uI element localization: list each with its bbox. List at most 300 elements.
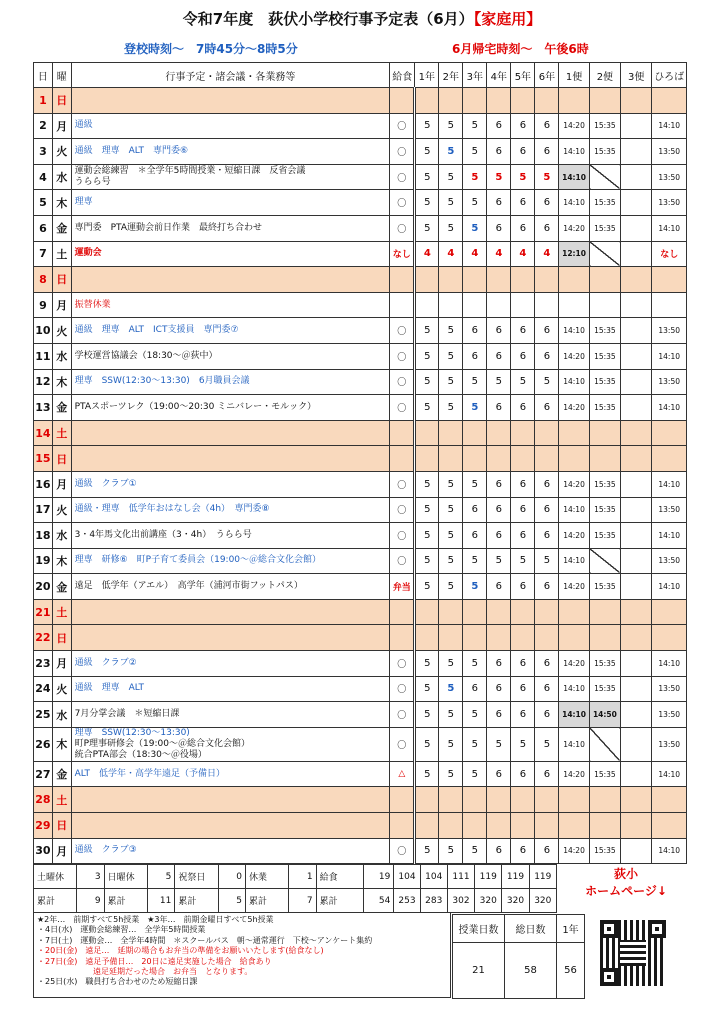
- grade-period-cell: 5: [487, 727, 511, 761]
- event-text: 通級 理専 ALT 専門委⑥: [74, 145, 189, 156]
- grade-period-cell: 5: [415, 369, 439, 395]
- event-cell: [71, 787, 390, 813]
- event-text: 運動会: [74, 248, 102, 259]
- bus1-cell: [559, 446, 589, 472]
- grade-period-cell: [415, 292, 439, 318]
- weekday-cell: 火: [52, 318, 71, 344]
- grade-period-cell: 6: [511, 574, 535, 600]
- grade-period-cell: [487, 813, 511, 839]
- grade-period-cell: 5: [463, 702, 487, 728]
- bus2-cell: [589, 446, 620, 472]
- bus3-cell: [621, 267, 652, 293]
- grade-period-cell: [535, 292, 559, 318]
- event-cell: [71, 727, 390, 761]
- grade-period-cell: [415, 813, 439, 839]
- grade-period-cell: 6: [535, 395, 559, 421]
- grade-period-cell: 6: [463, 318, 487, 344]
- grade-period-cell: 5: [439, 651, 463, 677]
- grade-period-cell: [511, 292, 535, 318]
- grade-period-cell: [463, 599, 487, 625]
- grade-period-cell: 6: [511, 139, 535, 165]
- grade-period-cell: 5: [487, 548, 511, 574]
- grade-period-cell: 5: [463, 727, 487, 761]
- grade-period-cell: 5: [415, 702, 439, 728]
- grade-period-cell: 5: [463, 369, 487, 395]
- day-cell: 11: [34, 343, 53, 369]
- day-cell: 27: [34, 761, 53, 787]
- bus3-cell: [621, 471, 652, 497]
- bus3-cell: [621, 113, 652, 139]
- grade-period-cell: [415, 446, 439, 472]
- bus2-cell: 15:35: [589, 471, 620, 497]
- hiroba-cell: 14:10: [652, 574, 687, 600]
- hiroba-cell: 13:50: [652, 164, 687, 190]
- grade-period-cell: [463, 267, 487, 293]
- bus3-cell: [621, 88, 652, 114]
- event-text: 町P理事研修会（19:00～＠総合文化会館）: [74, 738, 250, 749]
- grade-period-cell: 5: [415, 761, 439, 787]
- event-cell: [71, 813, 390, 839]
- schedule-row: [34, 625, 687, 651]
- lunch-cell: 〇: [390, 702, 415, 728]
- lunch-cell: 〇: [390, 215, 415, 241]
- weekday-cell: 水: [52, 164, 71, 190]
- bus2-cell: 15:35: [589, 113, 620, 139]
- grade-period-cell: [511, 599, 535, 625]
- title-main: 令和7年度 荻伏小学校行事予定表（6月）: [182, 10, 474, 28]
- grade-period-cell: 5: [439, 471, 463, 497]
- weekday-cell: 火: [52, 497, 71, 523]
- grade-period-cell: 6: [535, 113, 559, 139]
- schedule-row: [34, 676, 687, 702]
- lunch-cell: 〇: [390, 727, 415, 761]
- bus3-cell: [621, 625, 652, 651]
- weekday-cell: 火: [52, 139, 71, 165]
- bus3-cell: [621, 574, 652, 600]
- hiroba-cell: 14:10: [652, 343, 687, 369]
- grade-period-cell: 5: [439, 523, 463, 549]
- lunch-cell: 〇: [390, 318, 415, 344]
- grade-period-cell: [535, 420, 559, 446]
- grade-period-cell: 5: [439, 574, 463, 600]
- bus3-cell: [621, 318, 652, 344]
- weekday-cell: 日: [52, 267, 71, 293]
- bus3-cell: [621, 497, 652, 523]
- weekday-cell: 土: [52, 787, 71, 813]
- grade-period-cell: 6: [487, 113, 511, 139]
- bus3-cell: [621, 139, 652, 165]
- grade-period-cell: [463, 813, 487, 839]
- grade-period-cell: 5: [463, 395, 487, 421]
- bus1-cell: [559, 813, 589, 839]
- weekday-cell: 月: [52, 471, 71, 497]
- grade-period-cell: [511, 446, 535, 472]
- event-text: 専門委 PTA運動会前日作業 最終打ち合わせ: [74, 222, 262, 233]
- schedule-table: [33, 62, 687, 864]
- event-cell: [71, 838, 390, 864]
- lunch-cell: 〇: [390, 471, 415, 497]
- summary-cell: 9: [77, 889, 104, 913]
- event-cell: [71, 599, 390, 625]
- bus1-cell: 14:20: [559, 395, 589, 421]
- column-header: 日: [34, 63, 53, 88]
- grade-period-cell: 4: [463, 241, 487, 267]
- grade-period-cell: 6: [487, 343, 511, 369]
- grade-period-cell: 6: [487, 497, 511, 523]
- day-cell: 29: [34, 813, 53, 839]
- grade-period-cell: 5: [439, 838, 463, 864]
- grade-period-cell: 6: [487, 395, 511, 421]
- column-header: 行事予定・諸会議・各業務等: [71, 63, 390, 88]
- grade-period-cell: 6: [535, 497, 559, 523]
- summary-cell: 1: [289, 865, 316, 889]
- event-text: 振替休業: [74, 299, 111, 310]
- event-cell: [71, 625, 390, 651]
- days-header: 授業日数: [453, 915, 505, 943]
- weekday-cell: 月: [52, 292, 71, 318]
- grade-period-cell: 6: [535, 190, 559, 216]
- bus2-cell: 15:35: [589, 651, 620, 677]
- summary-table: [33, 864, 557, 913]
- hiroba-cell: 14:10: [652, 215, 687, 241]
- weekday-cell: 月: [52, 651, 71, 677]
- lunch-cell: 〇: [390, 676, 415, 702]
- hiroba-cell: 13:50: [652, 676, 687, 702]
- summary-cell: 日曜休: [104, 865, 147, 889]
- event-text: 通級 クラブ①: [74, 478, 137, 489]
- hiroba-cell: 14:10: [652, 651, 687, 677]
- lunch-cell: [390, 292, 415, 318]
- day-cell: 26: [34, 727, 53, 761]
- header-row: [34, 63, 687, 88]
- day-cell: 21: [34, 599, 53, 625]
- summary-cell: 3: [77, 865, 104, 889]
- day-cell: 3: [34, 139, 53, 165]
- lunch-cell: [390, 813, 415, 839]
- summary-cell: 19: [364, 865, 394, 889]
- summary-cell: 119: [475, 865, 502, 889]
- bus2-cell: [589, 267, 620, 293]
- grade-period-cell: 6: [535, 471, 559, 497]
- summary-cell: 104: [420, 865, 447, 889]
- grade-period-cell: 4: [415, 241, 439, 267]
- hiroba-cell: 14:10: [652, 523, 687, 549]
- lunch-cell: △: [390, 761, 415, 787]
- event-cell: [71, 113, 390, 139]
- bus1-cell: 12:10: [559, 241, 589, 267]
- grade-period-cell: 6: [511, 651, 535, 677]
- summary-cell: 104: [394, 865, 420, 889]
- grade-period-cell: 5: [439, 497, 463, 523]
- schedule-row: [34, 727, 687, 761]
- grade-period-cell: [439, 88, 463, 114]
- day-cell: 18: [34, 523, 53, 549]
- grade-period-cell: 5: [415, 113, 439, 139]
- grade-period-cell: 5: [415, 523, 439, 549]
- bus1-cell: 14:20: [559, 574, 589, 600]
- grade-period-cell: [463, 88, 487, 114]
- event-cell: [71, 651, 390, 677]
- schedule-row: [34, 267, 687, 293]
- grade-period-cell: 5: [439, 761, 463, 787]
- schedule-row: [34, 88, 687, 114]
- column-header: 曜: [52, 63, 71, 88]
- bus1-cell: 14:20: [559, 471, 589, 497]
- hiroba-cell: [652, 446, 687, 472]
- title-tag: 【家庭用】: [473, 10, 542, 28]
- schedule-row: [34, 215, 687, 241]
- bus1-cell: 14:10: [559, 727, 589, 761]
- day-cell: 22: [34, 625, 53, 651]
- bus2-cell: 15:35: [589, 190, 620, 216]
- note-line: ・4日(水) 運動会総練習… 全学年5時間授業: [37, 925, 206, 935]
- bus2-cell: 14:50: [589, 702, 620, 728]
- grade-period-cell: 6: [511, 761, 535, 787]
- day-cell: 6: [34, 215, 53, 241]
- weekday-cell: 金: [52, 574, 71, 600]
- summary-cell: 320: [502, 889, 529, 913]
- weekday-cell: 金: [52, 215, 71, 241]
- schedule-row: [34, 113, 687, 139]
- schedule-row: [34, 813, 687, 839]
- day-cell: 10: [34, 318, 53, 344]
- grade-period-cell: 6: [511, 702, 535, 728]
- bus1-cell: 14:10: [559, 676, 589, 702]
- grade-period-cell: 6: [463, 497, 487, 523]
- day-cell: 4: [34, 164, 53, 190]
- bus3-cell: [621, 420, 652, 446]
- grade-period-cell: [535, 625, 559, 651]
- summary-cell: 5: [148, 865, 175, 889]
- grade-period-cell: 5: [415, 139, 439, 165]
- grade-period-cell: 5: [511, 369, 535, 395]
- grade-period-cell: 6: [487, 761, 511, 787]
- column-header: 1年: [415, 63, 439, 88]
- lunch-cell: [390, 88, 415, 114]
- hiroba-cell: [652, 625, 687, 651]
- day-cell: 13: [34, 395, 53, 421]
- column-header: 5年: [511, 63, 535, 88]
- hiroba-cell: [652, 267, 687, 293]
- schedule-row: [34, 651, 687, 677]
- grade-period-cell: [415, 420, 439, 446]
- grade-period-cell: [439, 292, 463, 318]
- day-cell: 5: [34, 190, 53, 216]
- bus2-cell: 15:35: [589, 139, 620, 165]
- hiroba-cell: 13:50: [652, 727, 687, 761]
- grade-period-cell: 5: [463, 548, 487, 574]
- schedule-row: [34, 702, 687, 728]
- grade-period-cell: 6: [487, 651, 511, 677]
- bus2-cell: [589, 813, 620, 839]
- event-text: 通級 クラブ②: [74, 657, 137, 668]
- grade-period-cell: 5: [415, 395, 439, 421]
- event-cell: [71, 446, 390, 472]
- grade-period-cell: 5: [415, 651, 439, 677]
- grade-period-cell: [439, 446, 463, 472]
- summary-cell: 累計: [175, 889, 218, 913]
- event-cell: [71, 318, 390, 344]
- lunch-cell: [390, 267, 415, 293]
- event-text: 学校運営協議会（18:30～＠荻中）: [74, 350, 218, 361]
- grade-period-cell: 5: [415, 343, 439, 369]
- bus2-cell: [589, 787, 620, 813]
- hiroba-cell: [652, 787, 687, 813]
- hiroba-cell: 13:50: [652, 190, 687, 216]
- column-header: ひろば: [652, 63, 687, 88]
- summary-cell: 54: [364, 889, 394, 913]
- note-line: ・7日(土) 運動会… 全学年4時間 ＊スクールバス 朝～通常運行 下校～アンケート集約: [37, 935, 373, 945]
- grade-period-cell: 5: [463, 139, 487, 165]
- grade-period-cell: [439, 420, 463, 446]
- homepage-line1: 荻小: [613, 867, 638, 881]
- schedule-row: [34, 139, 687, 165]
- grade-period-cell: [511, 787, 535, 813]
- schedule-row: [34, 241, 687, 267]
- grade-period-cell: [439, 625, 463, 651]
- hiroba-cell: 14:10: [652, 761, 687, 787]
- column-header: 4年: [487, 63, 511, 88]
- hiroba-cell: [652, 599, 687, 625]
- grade-period-cell: 6: [487, 190, 511, 216]
- bus1-cell: 14:10: [559, 369, 589, 395]
- event-cell: [71, 420, 390, 446]
- grade-period-cell: 6: [487, 676, 511, 702]
- hiroba-cell: 14:10: [652, 838, 687, 864]
- grade-period-cell: 5: [439, 702, 463, 728]
- grade-period-cell: 6: [487, 318, 511, 344]
- weekday-cell: 木: [52, 727, 71, 761]
- weekday-cell: 火: [52, 676, 71, 702]
- bus1-cell: 14:20: [559, 215, 589, 241]
- days-value: 56: [557, 943, 585, 999]
- event-cell: [71, 497, 390, 523]
- grade-period-cell: 6: [511, 471, 535, 497]
- grade-period-cell: 6: [511, 215, 535, 241]
- bus2-cell: [589, 548, 620, 574]
- bus2-cell: 15:35: [589, 215, 620, 241]
- grade-period-cell: [511, 88, 535, 114]
- schedule-row: [34, 190, 687, 216]
- schedule-row: [34, 420, 687, 446]
- column-header: 2年: [439, 63, 463, 88]
- bus1-cell: [559, 625, 589, 651]
- qr-code-icon[interactable]: [600, 920, 666, 986]
- schedule-row: [34, 548, 687, 574]
- bus1-cell: [559, 787, 589, 813]
- summary-cell: 祝祭日: [175, 865, 218, 889]
- lunch-cell: 〇: [390, 113, 415, 139]
- schedule-row: [34, 574, 687, 600]
- hiroba-cell: 13:50: [652, 369, 687, 395]
- bus3-cell: [621, 164, 652, 190]
- grade-period-cell: 6: [535, 215, 559, 241]
- grade-period-cell: 5: [439, 548, 463, 574]
- schedule-row: [34, 838, 687, 864]
- summary-cell: 累計: [34, 889, 77, 913]
- grade-period-cell: [535, 267, 559, 293]
- bus3-cell: [621, 702, 652, 728]
- hiroba-cell: [652, 292, 687, 318]
- bus2-cell: 15:35: [589, 369, 620, 395]
- event-cell: [71, 523, 390, 549]
- bus2-cell: 15:35: [589, 761, 620, 787]
- lunch-cell: [390, 787, 415, 813]
- bus3-cell: [621, 813, 652, 839]
- days-value: 21: [453, 943, 505, 999]
- event-cell: [71, 761, 390, 787]
- grade-period-cell: 6: [487, 702, 511, 728]
- event-text: 理専 研修⑥ 町P子育て委員会（19:00～＠総合文化会館）: [74, 555, 322, 566]
- bus2-cell: 15:35: [589, 497, 620, 523]
- grade-period-cell: 5: [463, 471, 487, 497]
- hiroba-cell: 14:10: [652, 113, 687, 139]
- grade-period-cell: 6: [535, 523, 559, 549]
- summary-cell: 11: [148, 889, 175, 913]
- grade-period-cell: [439, 267, 463, 293]
- bus1-cell: 14:20: [559, 523, 589, 549]
- lunch-cell: [390, 446, 415, 472]
- summary-cell: 320: [529, 889, 556, 913]
- summary-cell: 283: [420, 889, 447, 913]
- lunch-cell: 弁当: [390, 574, 415, 600]
- grade-period-cell: [463, 625, 487, 651]
- lunch-cell: 〇: [390, 395, 415, 421]
- grade-period-cell: 5: [463, 190, 487, 216]
- schedule-row: [34, 318, 687, 344]
- grade-period-cell: [487, 625, 511, 651]
- qr-finder: [648, 920, 666, 938]
- grade-period-cell: 5: [535, 548, 559, 574]
- summary-cell: 累計: [245, 889, 288, 913]
- day-cell: 12: [34, 369, 53, 395]
- event-text: うらら号: [74, 177, 111, 188]
- bus3-cell: [621, 651, 652, 677]
- schedule-row: [34, 761, 687, 787]
- grade-period-cell: 4: [439, 241, 463, 267]
- bus2-cell: 15:35: [589, 676, 620, 702]
- grade-period-cell: [463, 787, 487, 813]
- lunch-cell: 〇: [390, 190, 415, 216]
- event-text: 7月分掌会議 ＊短縮日課: [74, 709, 180, 720]
- grade-period-cell: 5: [535, 164, 559, 190]
- summary-cell: 119: [529, 865, 556, 889]
- hiroba-cell: 13:50: [652, 497, 687, 523]
- grade-period-cell: 6: [487, 139, 511, 165]
- grade-period-cell: 5: [487, 164, 511, 190]
- weekday-cell: 水: [52, 523, 71, 549]
- grade-period-cell: 6: [511, 190, 535, 216]
- event-text: 3・4年馬文化出前講座（3・4h） うらら号: [74, 529, 252, 540]
- day-cell: 16: [34, 471, 53, 497]
- lunch-cell: 〇: [390, 369, 415, 395]
- weekday-cell: 日: [52, 88, 71, 114]
- schedule-row: [34, 497, 687, 523]
- column-header: 1便: [559, 63, 589, 88]
- bus1-cell: [559, 267, 589, 293]
- grade-period-cell: [463, 292, 487, 318]
- days-count-table: [452, 914, 585, 999]
- grade-period-cell: [511, 267, 535, 293]
- day-cell: 9: [34, 292, 53, 318]
- grade-period-cell: 5: [439, 395, 463, 421]
- grade-period-cell: 6: [487, 215, 511, 241]
- weekday-cell: 土: [52, 420, 71, 446]
- summary-cell: 累計: [104, 889, 147, 913]
- day-cell: 2: [34, 113, 53, 139]
- bus1-cell: 14:20: [559, 838, 589, 864]
- bus1-cell: 14:10: [559, 190, 589, 216]
